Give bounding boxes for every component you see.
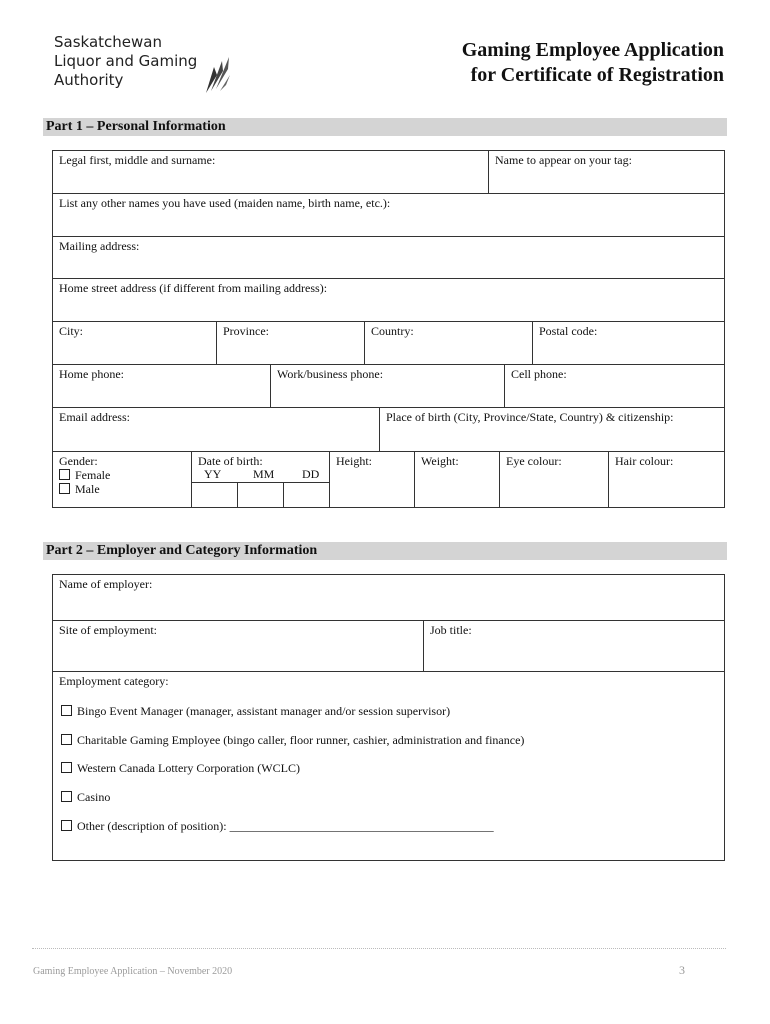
document-title bbox=[462, 38, 724, 88]
dob-field bbox=[191, 451, 330, 508]
home-phone-field[interactable] bbox=[52, 364, 271, 408]
dob-yy-label: YY bbox=[204, 467, 222, 481]
eye-colour-label: Eye colour: bbox=[506, 454, 562, 468]
title-line-1: Gaming Employee Application bbox=[461, 39, 724, 61]
gender-option-female[interactable] bbox=[59, 468, 185, 482]
part1-heading: Part 1 – Personal Information bbox=[43, 118, 727, 136]
footer-divider bbox=[32, 948, 726, 949]
weight-field[interactable] bbox=[414, 451, 500, 508]
place-of-birth-field[interactable] bbox=[379, 407, 725, 452]
bingo-manager-checkbox[interactable] bbox=[61, 705, 72, 716]
slga-logo bbox=[54, 33, 234, 95]
other-checkbox[interactable] bbox=[61, 820, 72, 831]
mailing-address-field[interactable] bbox=[52, 236, 725, 279]
mailing-address-label: Mailing address: bbox=[59, 239, 140, 253]
tag-name-field[interactable] bbox=[488, 150, 725, 194]
logo-line-2: Liquor and Gaming bbox=[54, 52, 198, 70]
eye-colour-field[interactable] bbox=[499, 451, 609, 508]
province-label: Province: bbox=[223, 324, 269, 338]
logo-line-3: Authority bbox=[54, 71, 124, 89]
logo-line-1: Saskatchewan bbox=[54, 33, 162, 51]
legal-name-field[interactable] bbox=[52, 150, 489, 194]
category-bingo-manager[interactable] bbox=[61, 704, 450, 718]
gender-label: Gender: bbox=[59, 454, 98, 468]
female-label: Female bbox=[75, 468, 111, 482]
height-label: Height: bbox=[336, 454, 372, 468]
height-field[interactable] bbox=[329, 451, 415, 508]
country-label: Country: bbox=[371, 324, 414, 338]
weight-label: Weight: bbox=[421, 454, 459, 468]
employer-name-field[interactable] bbox=[52, 574, 725, 621]
other-names-field[interactable] bbox=[52, 193, 725, 237]
home-street-label: Home street address (if different from mailing address): bbox=[59, 281, 328, 295]
employment-category-label: Employment category: bbox=[59, 674, 169, 688]
bingo-manager-label: Bingo Event Manager (manager, assistant manager and/or session supervisor) bbox=[77, 704, 451, 718]
charitable-gaming-checkbox[interactable] bbox=[61, 734, 72, 745]
gender-field bbox=[52, 451, 192, 508]
dob-yy-input[interactable] bbox=[192, 482, 238, 508]
home-phone-label: Home phone: bbox=[59, 367, 124, 381]
home-street-field[interactable] bbox=[52, 278, 725, 322]
other-names-label: List any other names you have used (maiden name, birth name, etc.): bbox=[59, 196, 391, 210]
footer-text: Gaming Employee Application – November 2020 bbox=[33, 966, 233, 977]
tag-name-label: Name to appear on your tag: bbox=[495, 153, 632, 167]
charitable-gaming-label: Charitable Gaming Employee (bingo caller, floor runner, cashier, administration and finance) bbox=[77, 733, 525, 747]
city-label: City: bbox=[59, 324, 84, 338]
work-phone-label: Work/business phone: bbox=[277, 367, 384, 381]
cell-phone-label: Cell phone: bbox=[511, 367, 567, 381]
male-label: Male bbox=[75, 482, 100, 496]
part2-heading: Part 2 – Employer and Category Information bbox=[43, 542, 727, 560]
country-field[interactable] bbox=[364, 321, 533, 365]
work-phone-field[interactable] bbox=[270, 364, 505, 408]
dob-mm-label: MM bbox=[253, 467, 275, 481]
cell-phone-field[interactable] bbox=[504, 364, 725, 408]
male-checkbox[interactable] bbox=[59, 483, 70, 494]
female-checkbox[interactable] bbox=[59, 469, 70, 480]
city-field[interactable] bbox=[52, 321, 217, 365]
dob-label: Date of birth: bbox=[198, 454, 263, 468]
postal-code-field[interactable] bbox=[532, 321, 725, 365]
wclc-label: Western Canada Lottery Corporation (WCLC) bbox=[77, 761, 300, 775]
casino-checkbox[interactable] bbox=[61, 791, 72, 802]
title-line-2: for Certificate of Registration bbox=[470, 64, 724, 86]
gender-option-male[interactable] bbox=[59, 482, 185, 496]
employer-name-label: Name of employer: bbox=[59, 577, 153, 591]
wheat-leaf-icon bbox=[202, 51, 232, 95]
dob-dd-input[interactable] bbox=[284, 482, 329, 508]
category-charitable-gaming[interactable] bbox=[61, 733, 524, 747]
site-label: Site of employment: bbox=[59, 623, 157, 637]
email-field[interactable] bbox=[52, 407, 380, 452]
category-wclc[interactable] bbox=[61, 761, 300, 775]
wclc-checkbox[interactable] bbox=[61, 762, 72, 773]
place-of-birth-label: Place of birth (City, Province/State, Country) & citizenship: bbox=[386, 410, 674, 424]
email-label: Email address: bbox=[59, 410, 130, 424]
page-number: 3 bbox=[679, 963, 685, 977]
category-casino[interactable] bbox=[61, 790, 110, 804]
casino-label: Casino bbox=[77, 790, 111, 804]
job-title-label: Job title: bbox=[430, 623, 472, 637]
province-field[interactable] bbox=[216, 321, 365, 365]
dob-dd-label: DD bbox=[302, 467, 320, 481]
postal-code-label: Postal code: bbox=[539, 324, 598, 338]
logo-wordmark bbox=[54, 33, 197, 90]
site-field[interactable] bbox=[52, 620, 424, 672]
job-title-field[interactable] bbox=[423, 620, 725, 672]
legal-name-label: Legal first, middle and surname: bbox=[59, 153, 216, 167]
other-label: Other (description of position): ____________________________________________ bbox=[77, 819, 494, 833]
hair-colour-label: Hair colour: bbox=[615, 454, 674, 468]
category-other[interactable] bbox=[61, 819, 494, 833]
hair-colour-field[interactable] bbox=[608, 451, 725, 508]
dob-mm-input[interactable] bbox=[238, 482, 284, 508]
